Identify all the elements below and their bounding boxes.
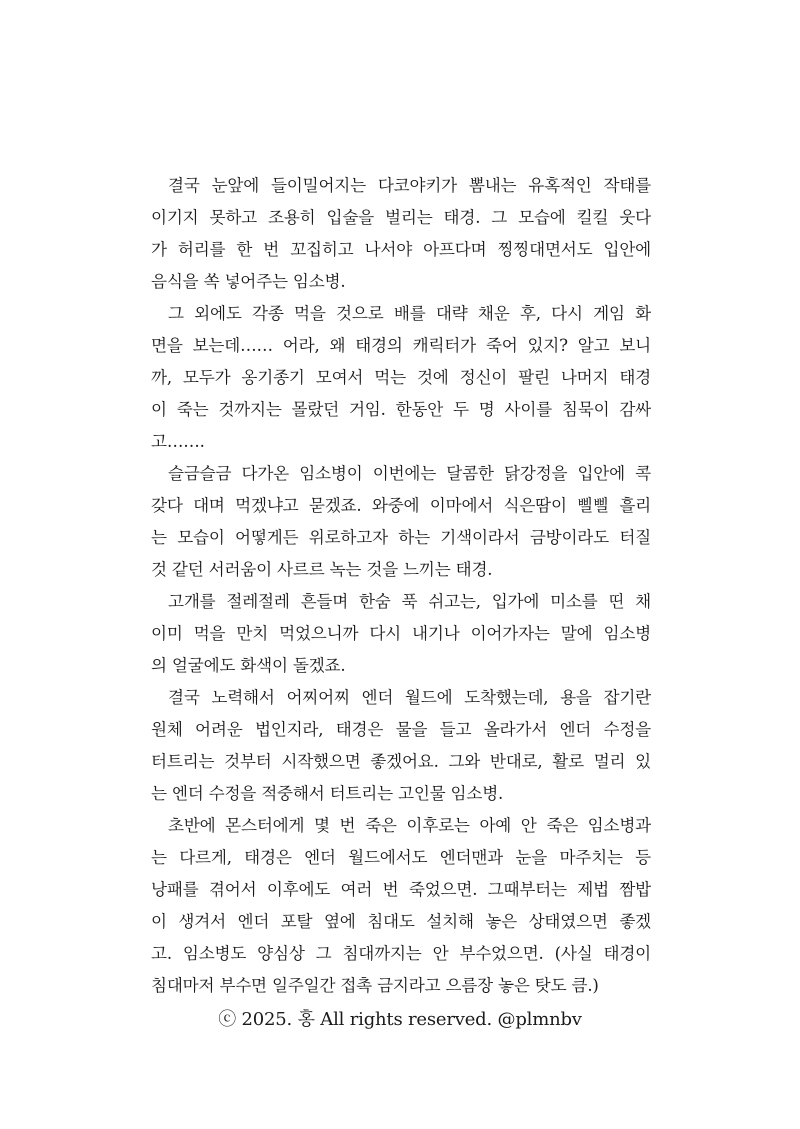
text-line: 의 얼굴에도 화색이 돌겠죠. [151, 656, 346, 675]
text-line: 이미 먹을 만치 먹었으니까 다시 내기나 이어가자는 말에 임소병 [151, 624, 651, 643]
text-line: 고. 임소병도 양심상 그 침대까지는 안 부수었으면. (사실 태경이 [151, 944, 651, 963]
text-line: 초반에 몬스터에게 몇 번 죽은 이후로는 아예 안 죽은 임소병과 [168, 816, 651, 835]
text-line: 는 다르게, 태경은 엔더 월드에서도 엔더맨과 눈을 마주치는 등 [151, 848, 651, 867]
text-line: 원체 어려운 법인지라, 태경은 물을 들고 올라가서 엔더 수정을 [151, 720, 651, 739]
text-line: 이 생겨서 엔더 포탈 옆에 침대도 설치해 놓은 상태였으면 좋겠 [151, 912, 651, 931]
text-line: 는 모습이 어떻게든 위로하고자 하는 기색이라서 금방이라도 터질 [151, 528, 651, 547]
text-line: 는 엔더 수정을 적중해서 터트리는 고인물 임소병. [151, 784, 504, 803]
text-line: 까, 모두가 옹기종기 모여서 먹는 것에 정신이 팔린 나머지 태경 [151, 368, 651, 387]
text-line: 음식을 쏙 넣어주는 임소병. [151, 272, 346, 291]
text-line: 고……. [151, 432, 205, 451]
text-line: 이 죽는 것까지는 몰랐던 거임. 한동안 두 명 사이를 침묵이 감싸 [151, 400, 651, 419]
text-line: 가 허리를 한 번 꼬집히고 나서야 아프다며 찡찡대면서도 입안에 [151, 240, 651, 259]
text-line: 낭패를 겪어서 이후에도 여러 번 죽었으면. 그때부터는 제법 짬밥 [151, 880, 651, 899]
text-line: 이기지 못하고 조용히 입술을 벌리는 태경. 그 모습에 킬킬 웃다 [151, 208, 651, 227]
text-line: 고개를 절레절레 흔들며 한숨 푹 쉬고는, 입가에 미소를 띤 채 [168, 592, 651, 611]
copyright-footer: ⓒ 2025. 홍 All rights reserved. @plmnbv [218, 1009, 582, 1030]
text-line: 면을 보는데…… 어라, 왜 태경의 캐릭터가 죽어 있지? 알고 보니 [151, 336, 651, 355]
text-line: 터트리는 것부터 시작했으면 좋겠어요. 그와 반대로, 활로 멀리 있 [151, 752, 651, 771]
text-line: 그 외에도 각종 먹을 것으로 배를 대략 채운 후, 다시 게임 화 [168, 304, 651, 323]
text-line: 결국 눈앞에 들이밀어지는 다코야키가 뽐내는 유혹적인 작태를 [168, 176, 651, 195]
text-line: 갖다 대며 먹겠냐고 묻겠죠. 와중에 이마에서 식은땀이 삘삘 흘리 [151, 496, 651, 515]
text-line: 것 같던 서러움이 사르르 녹는 것을 느끼는 태경. [151, 560, 493, 579]
text-line: 슬금슬금 다가온 임소병이 이번에는 달콤한 닭강정을 입안에 콕 [168, 464, 651, 483]
body-text [151, 170, 651, 1002]
text-line: 결국 노력해서 어찌어찌 엔더 월드에 도착했는데, 용을 잡기란 [168, 688, 651, 707]
text-line: 침대마저 부수면 일주일간 접촉 금지라고 으름장 놓은 탓도 큼.) [151, 976, 599, 995]
